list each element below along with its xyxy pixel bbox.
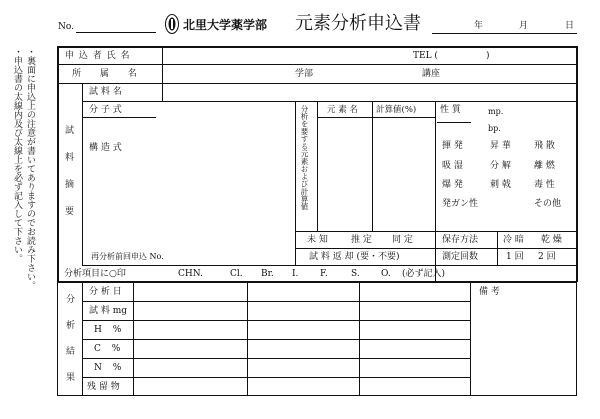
element-col-divider — [372, 101, 373, 231]
line-storage-bottom — [295, 248, 576, 249]
results-row-h: H % — [94, 325, 122, 335]
storage-cool-dark: 冷 暗 — [503, 235, 524, 245]
results-left-border — [57, 282, 58, 396]
results-right-border — [576, 282, 577, 396]
storage-label: 保存方法 — [442, 235, 479, 245]
calc-section-label: 分析を要する元素および計算値 — [300, 105, 309, 210]
side-note-1: ・申込書の太線内及び太線上を必ず記入して下さい。 — [12, 47, 22, 263]
results-row-mg: 試 料 mg — [89, 306, 128, 316]
border-left-top — [57, 46, 59, 282]
results-row-line-1 — [82, 301, 470, 302]
results-row-line-3 — [82, 339, 470, 340]
results-bottom-border — [57, 395, 577, 396]
props-label: 性 質 — [440, 105, 461, 115]
bp-label: bp. — [488, 124, 501, 133]
item-i[interactable]: I. — [292, 269, 299, 279]
date-year: 年 — [474, 21, 484, 31]
date-month: 月 — [519, 21, 529, 31]
element-header: 元 素 名 — [327, 105, 358, 115]
tel-close: ) — [486, 51, 490, 61]
applicant-name-label: 申 込 者 氏 名 — [65, 51, 131, 61]
items-label: 分析項目に○印 — [64, 269, 126, 279]
results-row-n: N % — [94, 363, 122, 373]
calc-left-divider — [295, 101, 296, 265]
faculty-label: 学部 — [295, 69, 314, 79]
remarks-label: 備 考 — [479, 287, 500, 297]
line-sample-name-bottom — [82, 101, 576, 102]
calc-label-divider — [317, 101, 318, 231]
storage-dry: 乾 燥 — [541, 235, 562, 245]
border-top — [57, 46, 577, 48]
results-row-line-4 — [82, 358, 470, 359]
props-underline — [437, 122, 471, 123]
university-name: 北里大学薬学部 — [183, 18, 268, 32]
prop-irritant: 刺 戟 — [490, 180, 511, 190]
line-affil-bottom — [58, 83, 576, 84]
line-status-top — [295, 231, 576, 232]
line-formula-underline — [82, 117, 156, 118]
results-section-label: 分析結果 — [64, 294, 74, 398]
calc-header-bottom — [318, 117, 435, 118]
calc-header: 計算値(%) — [376, 105, 417, 115]
results-row-residue: 残 留 物 — [87, 382, 120, 392]
count-once: 1 回 — [506, 252, 524, 262]
storage-divider — [497, 231, 498, 265]
no-underline — [76, 32, 156, 33]
items-note: (必ず記入) — [402, 269, 446, 279]
item-f[interactable]: F. — [320, 269, 328, 279]
line-items-top — [82, 265, 576, 266]
reanalysis-label: 再分析前回申込 No. — [91, 252, 164, 261]
formula-label: 分 子 式 — [89, 105, 122, 115]
status-unknown: 未 知 — [307, 235, 328, 245]
status-estimated: 推 定 — [351, 235, 372, 245]
sample-name-label: 試 料 名 — [89, 87, 122, 97]
applicant-label-divider — [162, 47, 163, 83]
item-br[interactable]: Br. — [261, 269, 274, 279]
side-note-2: ・裏面に申込上の注意が書いてありますのでお読み下さい。 — [25, 47, 35, 290]
university-seal — [165, 14, 179, 34]
tel-label: TEL ( — [413, 51, 438, 61]
prop-volatile: 揮 発 — [442, 141, 463, 151]
prop-sublime: 昇 華 — [490, 141, 511, 151]
sample-return-label: 試 料 返 却 (要・不要) — [309, 252, 400, 262]
affiliation-label: 所 属 名 — [72, 69, 137, 79]
date-day: 日 — [565, 21, 575, 31]
prop-carcinogen: 発ガン性 — [442, 199, 479, 209]
prop-scatter: 飛 散 — [534, 141, 555, 151]
prop-decompose: 分 解 — [490, 161, 511, 171]
prop-other: その他 — [534, 199, 562, 209]
results-row-c: C % — [94, 344, 121, 354]
results-row-date: 分 析 日 — [89, 287, 122, 297]
prop-toxic: 毒 性 — [534, 180, 555, 190]
line-name-bottom — [58, 64, 576, 65]
item-chn[interactable]: CHN. — [178, 269, 203, 279]
border-right-top — [576, 46, 578, 282]
item-cl[interactable]: Cl. — [230, 269, 243, 279]
no-label: No. — [58, 22, 74, 32]
item-s[interactable]: S. — [351, 269, 360, 279]
item-o[interactable]: O. — [381, 269, 391, 279]
sample-name-divider — [162, 83, 163, 101]
mp-label: mp. — [488, 107, 504, 116]
calc-right-divider — [435, 101, 436, 281]
count-label: 測定回数 — [442, 252, 479, 262]
results-col-3 — [470, 282, 471, 395]
lab-label: 講座 — [422, 69, 441, 79]
sample-label-divider — [82, 83, 83, 265]
border-mid-thick — [57, 281, 577, 283]
structure-label: 構 造 式 — [89, 143, 122, 153]
prop-explosive: 爆 発 — [442, 180, 463, 190]
form-title: 元素分析申込書 — [295, 13, 421, 34]
prop-hygroscopic: 吸 湿 — [442, 161, 463, 171]
count-twice: 2 回 — [538, 252, 556, 262]
results-row-line-5 — [82, 377, 470, 378]
results-row-line-2 — [82, 320, 470, 321]
status-identified: 同 定 — [392, 235, 413, 245]
prop-flammable: 離 燃 — [534, 161, 555, 171]
sample-section-label: 試料摘要 — [63, 125, 73, 233]
date-underline — [432, 33, 577, 34]
